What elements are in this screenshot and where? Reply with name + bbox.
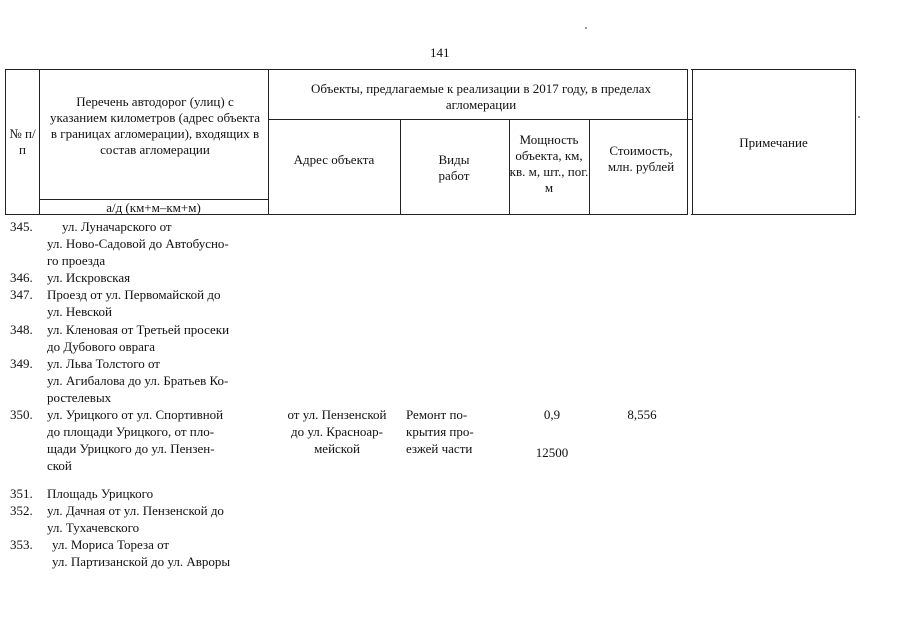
row-road-line: ул. Искровская — [47, 270, 131, 285]
row-road-line: ул. Агибалова до ул. Братьев Ко- — [47, 373, 229, 388]
row-number: 350. — [10, 407, 33, 422]
page-number: 141 — [430, 45, 450, 60]
row-road-line: ул. Невской — [47, 304, 113, 319]
header-roads: Перечень автодорог (улиц) с указанием километров (адрес объекта в границах агломерации), входящих в состав агломерации — [49, 94, 261, 157]
row-number: 347. — [10, 287, 33, 302]
row-number: 345. — [10, 219, 33, 234]
row-power-value: 0,9 — [543, 407, 561, 422]
header-roads-sub: а/д (км+м–км+м) — [106, 200, 201, 215]
row-road-line: ул. Урицкого от ул. Спортивной — [47, 407, 224, 422]
row-works-line: крытия про- — [406, 424, 474, 439]
header-note-cell — [691, 69, 856, 215]
row-number: 353. — [10, 537, 33, 552]
row-works-line: Ремонт по- — [406, 407, 468, 422]
row-road-line: щади Урицкого до ул. Пензен- — [47, 441, 215, 456]
row-road-line: ской — [47, 458, 72, 473]
header-works: Виды работ — [438, 152, 470, 183]
row-number: 352. — [10, 503, 33, 518]
row-road-line: ростелевых — [47, 390, 112, 405]
header-objects-group: Объекты, предлагаемые к реализации в 2017 году, в пределах агломерации — [310, 81, 652, 112]
row-road-line: ул. Льва Толстого от — [47, 356, 160, 371]
row-works-line: езжей части — [406, 441, 473, 456]
row-road-line: Площадь Урицкого — [47, 486, 154, 501]
row-road-line: го проезда — [47, 253, 106, 268]
row-road-line: ул. Дачная от ул. Пензенской до — [47, 503, 224, 518]
row-power-value: 12500 — [535, 445, 569, 460]
row-number: 348. — [10, 322, 33, 337]
header-num: № п/п — [9, 126, 36, 157]
row-road-line: до площади Урицкого, от пло- — [47, 424, 215, 439]
header-cost: Стоимость, млн. рублей — [607, 143, 675, 174]
row-cost-value: 8,556 — [627, 407, 657, 422]
row-number: 351. — [10, 486, 33, 501]
row-address-line: мейской — [314, 441, 360, 456]
header-note-label: Примечание — [739, 135, 808, 150]
row-road-line: ул. Ново-Садовой до Автобусно- — [47, 236, 229, 251]
row-address-line: от ул. Пензенской — [287, 407, 387, 422]
row-road-line: ул. Тухачевского — [47, 520, 140, 535]
table-header — [5, 69, 688, 215]
row-road-line: ул. Партизанской до ул. Авроры — [52, 554, 231, 569]
row-address-line: до ул. Красноар- — [290, 424, 384, 439]
header-address: Адрес объекта — [293, 152, 375, 167]
header-power: Мощность объекта, км, кв. м, шт., пог. м — [509, 132, 589, 195]
row-road-line: Проезд от ул. Первомайской до — [47, 287, 221, 302]
scan-speck — [585, 27, 587, 29]
row-road-line: ул. Мориса Тореза от — [52, 537, 170, 552]
row-number: 349. — [10, 356, 33, 371]
row-road-line: до Дубового оврага — [47, 339, 155, 354]
row-number: 346. — [10, 270, 33, 285]
scan-speck — [858, 116, 860, 118]
row-road-line: ул. Луначарского от — [62, 219, 172, 234]
row-road-line: ул. Кленовая от Третьей просеки — [47, 322, 230, 337]
